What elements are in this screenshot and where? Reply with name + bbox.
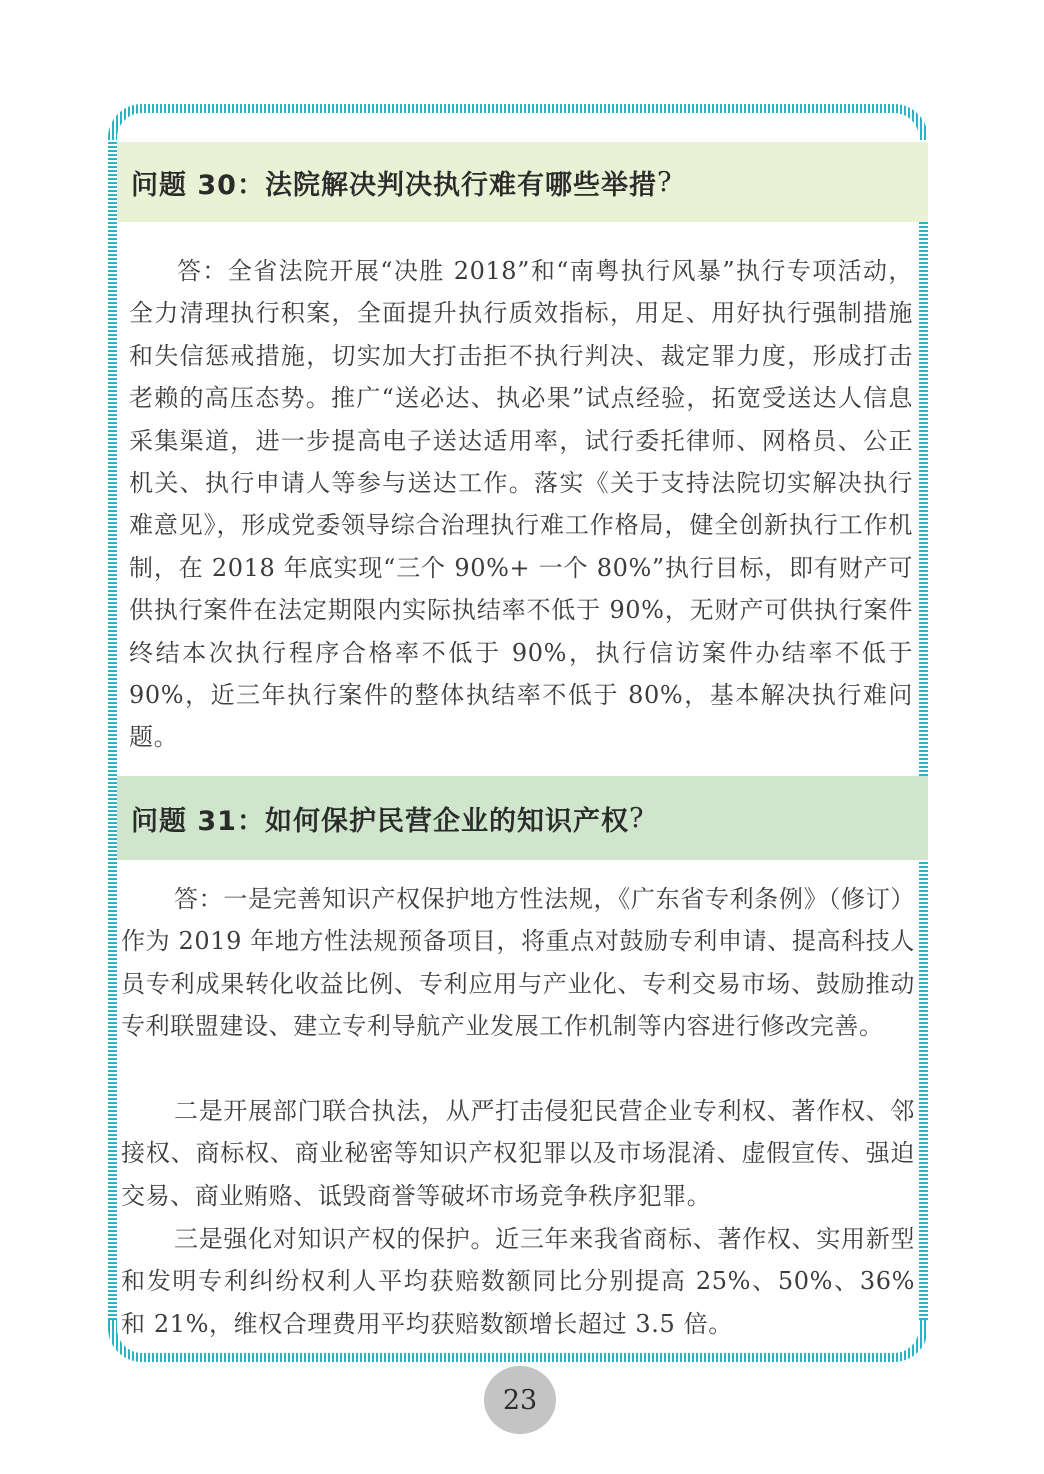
- question-31-mark: ?: [628, 802, 645, 834]
- answer-30-text: 答：全省法院开展“决胜 2018”和“南粤执行风暴”执行专项活动，全力清理执行积案，全面提升执行质效指标，用足、用好执行强制措施和失信惩戒措施，切实加大打击拒不执行判决、裁定罪力度，形成打击老赖的高压态势。推广“送必达、执必果”试点经验，拓宽受送达人信息采集渠道，进一步提高电子送达适用率，试行委托律师、网格员、公正机关、执行申请人等参与送达工作。落实《关于支持法院切实解决执行难意见》，形成党委领导综合治理执行难工作格局，健全创新执行工作机制，在 2018 年底实现“三个 90%+ 一个 80%”执行目标，即有财产可供执行案件在法定期限内实际执结率不低于 90%，无财产可供执行案件终结本次执行程序合格率不低于 90%，执行信访案件办结率不低于 90%，近三年执行案件的整体执结率不低于 80%，基本解决执行难问题。: [129, 257, 913, 752]
- question-30-heading: [117, 142, 928, 222]
- answer-31-paragraph-1: 答：一是完善知识产权保护地方性法规，《广东省专利条例》（修订）作为 2019 年地方性法规预备项目，将重点对鼓励专利申请、提高科技人员专利成果转化收益比例、专利应用与产业化、专利交易市场、鼓励推动专利联盟建设、建立专利导航产业发展工作机制等内容进行修改完善。: [121, 885, 915, 1041]
- question-31-heading: [117, 776, 928, 860]
- frame-right-edge: [919, 140, 928, 1320]
- answer-31-paragraph-3: 三是强化对知识产权的保护。近三年来我省商标、著作权、实用新型和发明专利纠纷权利人平均获赔数额同比分别提高 25%、50%、36% 和 21%，维权合理费用平均获赔数额增长超过 3.5 倍。: [121, 1225, 915, 1338]
- page-number-badge: [484, 1366, 556, 1434]
- answer-31-paragraph-2: 二是开展部门联合执法，从严打击侵犯民营企业专利权、著作权、邻接权、商标权、商业秘密等知识产权犯罪以及市场混淆、虚假宣传、强迫交易、商业贿赂、诋毁商誉等破坏市场竞争秩序犯罪。: [121, 1097, 915, 1210]
- question-31-title: 问题 31：如何保护民营企业的知识产权: [131, 805, 629, 837]
- question-30-mark: ?: [656, 166, 673, 198]
- frame-left-edge: [108, 140, 117, 1320]
- page-number: 23: [502, 1384, 538, 1416]
- question-30-title: 问题 30：法院解决判决执行难有哪些举措: [131, 169, 657, 201]
